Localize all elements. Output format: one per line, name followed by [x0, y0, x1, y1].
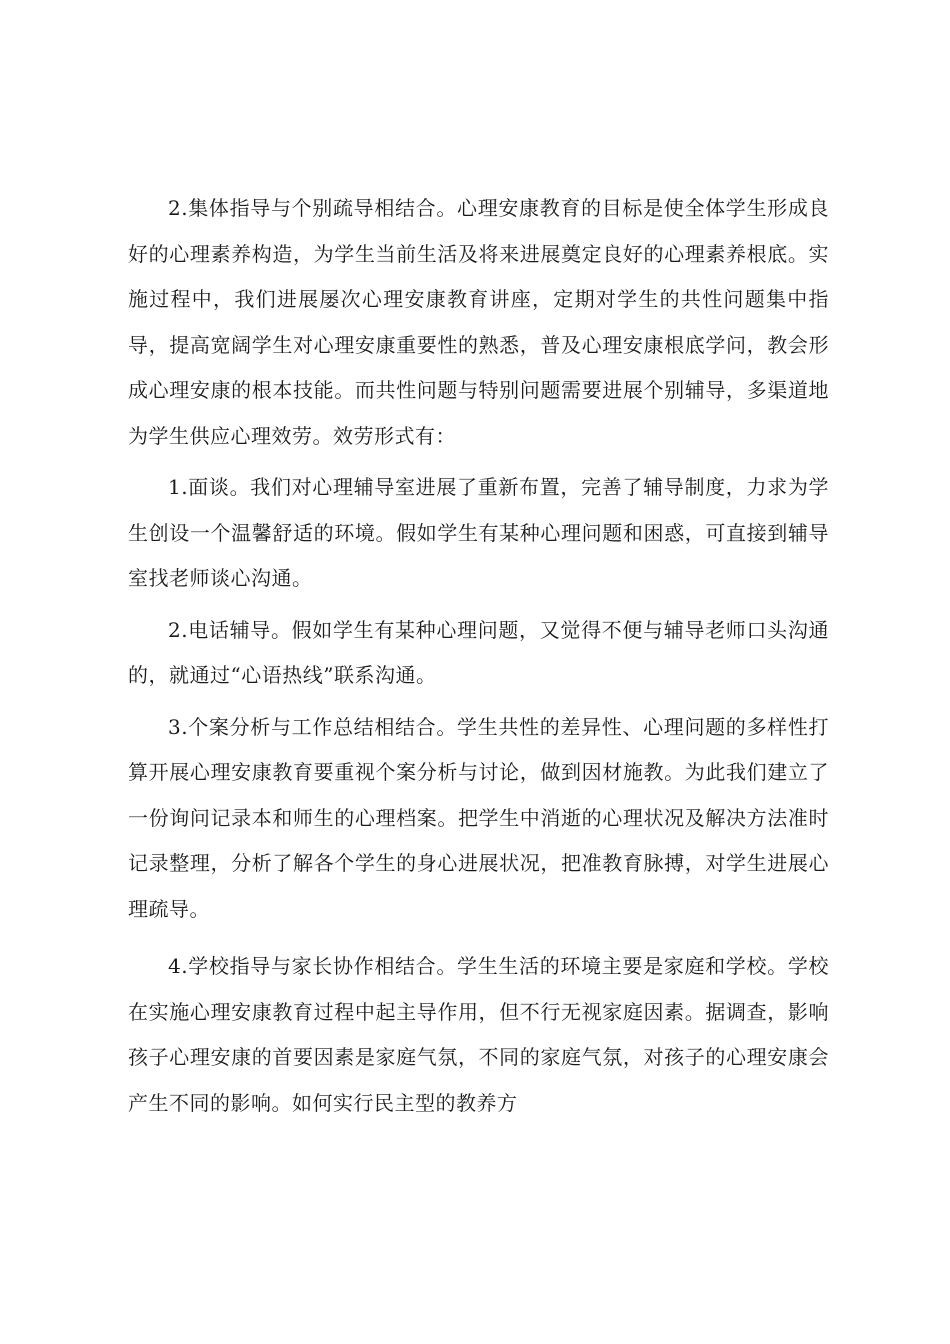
paragraph-school-family: 4.学校指导与家长协作相结合。学生生活的环境主要是家庭和学校。学校在实施心理安康教育过程中起主导作用，但不行无视家庭因素。据调查，影响孩子心理安康的首要因素是家庭气氛，不同的家庭气氛，对孩子的心理安康会产生不同的影响。如何实行民主型的教养方: [128, 954, 829, 1115]
paragraph-phone-counseling: 2.电话辅导。假如学生有某种心理问题，又觉得不便与辅导老师口头沟通的，就通过“心语热线”联系沟通。: [128, 617, 829, 687]
document-body: [128, 186, 829, 1126]
paragraph-interview: 1.面谈。我们对心理辅导室进展了重新布置，完善了辅导制度，力求为学生创设一个温馨舒适的环境。假如学生有某种心理问题和困惑，可直接到辅导室找老师谈心沟通。: [128, 475, 829, 590]
paragraph-case-analysis: 3.个案分析与工作总结相结合。学生共性的差异性、心理问题的多样性打算开展心理安康教育要重视个案分析与讨论，做到因材施教。为此我们建立了一份询问记录本和师生的心理档案。把学生中消逝的心理状况及解决方法准时记录整理，分析了解各个学生的身心进展状况，把准教育脉搏，对学生进展心理疏导。: [128, 714, 829, 921]
paragraph-collective-guidance: 2.集体指导与个别疏导相结合。心理安康教育的目标是使全体学生形成良好的心理素养构造，为学生当前生活及将来进展奠定良好的心理素养根底。实施过程中，我们进展屡次心理安康教育讲座，定期对学生的共性问题集中指导，提高宽阔学生对心理安康重要性的熟悉，普及心理安康根底学问，教会形成心理安康的根本技能。而共性问题与特别问题需要进展个别辅导，多渠道地为学生供应心理效劳。效劳形式有：: [128, 196, 829, 448]
